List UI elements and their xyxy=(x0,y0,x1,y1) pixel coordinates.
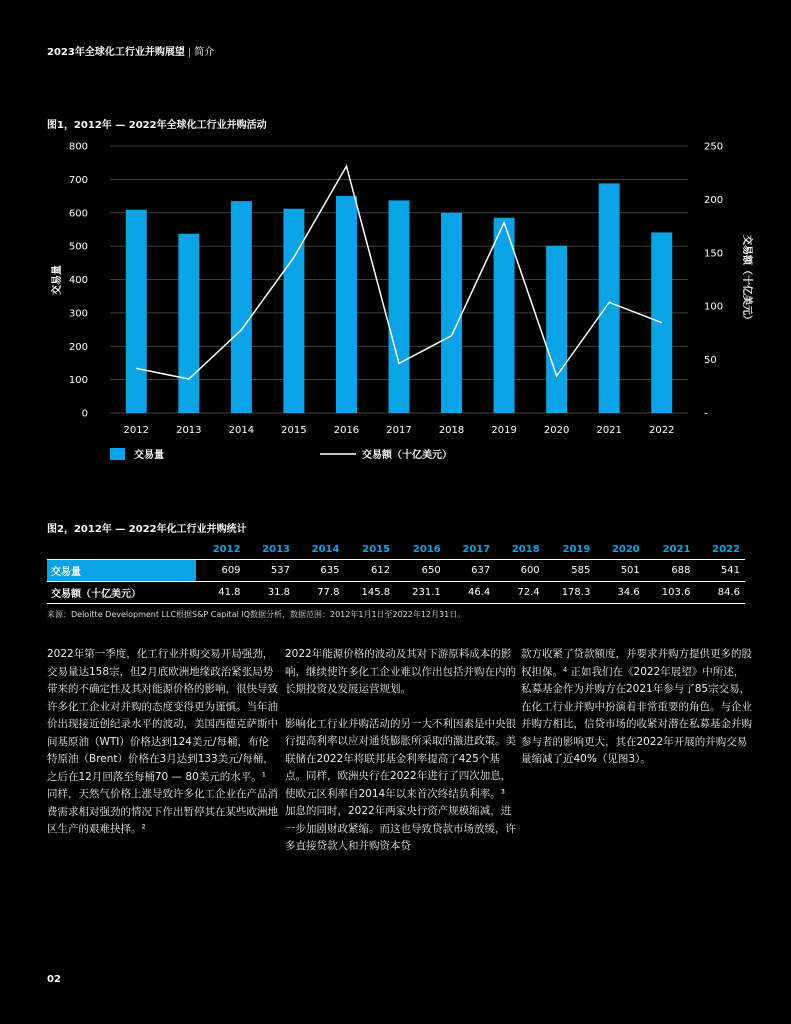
y-tick-label: 100 xyxy=(68,375,88,387)
table-header-year: 2012 xyxy=(212,544,241,555)
x-tick-label: 2015 xyxy=(281,425,307,436)
x-tick-label: 2014 xyxy=(228,425,255,436)
body-column-2 xyxy=(285,646,517,873)
bar xyxy=(599,183,620,413)
combo-chart xyxy=(0,135,791,470)
table-cell: 600 xyxy=(495,560,544,582)
table-cell: 231.1 xyxy=(395,582,446,604)
table-header-year: 2022 xyxy=(712,544,740,555)
y-tick-label: 700 xyxy=(68,174,88,186)
table-header-year: 2019 xyxy=(562,544,591,555)
legend-bar-label: 交易量 xyxy=(134,450,164,461)
y2-tick-label: 250 xyxy=(704,141,724,153)
table-cell: 585 xyxy=(545,560,596,582)
table-header-year: 2020 xyxy=(611,544,640,555)
table-cell: 501 xyxy=(595,560,644,582)
y-axis-label: 交易量 xyxy=(52,265,63,295)
table-cell: 537 xyxy=(246,560,295,582)
bar xyxy=(651,232,672,413)
x-tick-label: 2013 xyxy=(176,425,202,436)
bar xyxy=(441,213,462,413)
table-cell: 612 xyxy=(344,560,395,582)
paragraph: 款方收紧了贷款额度，并要求并购方提供更多的股权担保。⁴ 正如我们在《2022年展望》中所述，私募基金作为并购方在2021年参与了85宗交易，在化工行业并购中扮演着非常重要的角色。与企业并购方相比，信贷市场的收紧对潜在私募基金并购参与者的影响更大，其在2022年开展的并购交易量缩减了近40%（见图3）。 xyxy=(521,648,752,765)
figure1-title: 图1，2012年 — 2022年全球化工行业并购活动 xyxy=(47,120,267,131)
table-cell: 72.4 xyxy=(495,582,544,604)
table-header-year: 2021 xyxy=(662,544,691,555)
table-header-year: 2013 xyxy=(262,544,290,555)
table-cell: 635 xyxy=(295,560,344,582)
y2-tick-label: 200 xyxy=(704,194,724,206)
bar xyxy=(546,246,567,413)
figure2-title: 图2，2012年 — 2022年化工行业并购统计 xyxy=(47,524,247,535)
x-tick-label: 2017 xyxy=(386,425,412,436)
source-note: 来源：Deloitte Development LLC根据S&P Capital IQ数据分析，数据范围：2012年1月1日至2022年12月31日。 xyxy=(47,610,466,619)
table-cell: 688 xyxy=(645,560,696,582)
table-cell: 541 xyxy=(695,560,745,582)
y2-tick-label: 50 xyxy=(704,355,717,367)
table-cell: 103.6 xyxy=(645,582,696,604)
body-column-1 xyxy=(47,646,279,856)
paragraph: 2022年能源价格的波动及其对下游原料成本的影响，继续使许多化工企业难以作出包括并购在内的长期投资及发展运营规划。 xyxy=(285,648,516,695)
page-number: 02 xyxy=(47,974,61,985)
page-header xyxy=(47,43,214,58)
header-title: 2023年全球化工行业并购展望 xyxy=(47,47,185,58)
stats-table xyxy=(47,542,745,604)
stats-header-row xyxy=(47,542,745,560)
table-row xyxy=(47,582,745,604)
x-tick-label: 2016 xyxy=(333,425,360,436)
x-tick-label: 2018 xyxy=(438,425,465,436)
y-tick-label: 200 xyxy=(68,341,88,353)
bar xyxy=(126,210,147,413)
y2-tick-label: 100 xyxy=(704,301,724,313)
table-header-year: 2015 xyxy=(362,544,391,555)
header-section: 简介 xyxy=(194,47,215,58)
paragraph: 2022年第一季度，化工行业并购交易开局强劲，交易量达158宗，但2月底欧洲地缘政治紧张局势带来的不确定性及其对能源价格的影响，很快导致许多化工企业对并购的态度变得更为谨慎。当年油价出现接近创纪录水平的波动，美国西德克萨斯中间基原油（WTI）价格达到124美元/每桶，布伦特原油（Brent）价格在3月达到133美元/每桶，之后在12月回落至每桶70 — 80美元的水平。¹ 同样，天然气价格上涨导致许多化工企业在产品消费需求相对强劲的情况下作出暂停其在某些欧洲地区生产的艰难抉择。² xyxy=(47,648,278,835)
table-cell: 637 xyxy=(446,560,495,582)
y2-axis-label: 交易额（十亿美元） xyxy=(741,235,752,325)
y-tick-label: 300 xyxy=(68,308,88,320)
table-cell: 609 xyxy=(196,560,245,582)
table-cell: 84.6 xyxy=(695,582,745,604)
legend-line-label: 交易额（十亿美元） xyxy=(362,450,452,461)
table-header-year: 2018 xyxy=(511,544,540,555)
bar xyxy=(178,234,199,413)
y-tick-label: 800 xyxy=(68,141,88,153)
body-column-3 xyxy=(521,646,753,786)
y-tick-label: 600 xyxy=(68,208,88,220)
y2-tick-label: - xyxy=(704,408,708,420)
table-header-year: 2017 xyxy=(462,544,491,555)
table-cell: 178.3 xyxy=(545,582,596,604)
row-label: 交易量 xyxy=(47,560,196,582)
table-cell: 41.8 xyxy=(196,582,245,604)
paragraph: 影响化工行业并购活动的另一大不利因素是中央银行提高利率以应对通货膨胀所采取的激进政策。美联储在2022年将联邦基金利率提高了425个基点。同样，欧洲央行在2022年进行了四次加息，使欧元区利率自2014年以来首次终结负利率。³ 加息的同时，2022年两家央行资产规模缩减，进一步加剧财政紧缩。而这也导致贷款市场放缓，许多直接贷款人和并购资本贷 xyxy=(285,717,516,852)
x-tick-label: 2019 xyxy=(491,425,517,436)
x-tick-label: 2021 xyxy=(596,425,622,436)
y2-tick-label: 150 xyxy=(704,248,724,260)
x-tick-label: 2020 xyxy=(543,425,570,436)
y-tick-label: 500 xyxy=(68,241,88,253)
bar xyxy=(389,200,410,413)
stats-corner xyxy=(47,542,196,560)
y-tick-label: 0 xyxy=(81,408,88,420)
row-label: 交易额（十亿美元） xyxy=(47,582,196,604)
x-tick-label: 2012 xyxy=(123,425,149,436)
bar xyxy=(231,201,252,413)
bar xyxy=(336,196,357,413)
table-header-year: 2016 xyxy=(412,544,441,555)
table-cell: 34.6 xyxy=(595,582,644,604)
table-row xyxy=(47,560,745,582)
y-tick-label: 400 xyxy=(68,275,88,286)
table-cell: 46.4 xyxy=(446,582,495,604)
x-tick-label: 2022 xyxy=(649,425,675,436)
bar xyxy=(283,209,304,413)
table-cell: 650 xyxy=(395,560,446,582)
bar xyxy=(494,218,515,413)
legend-bar-swatch xyxy=(110,448,125,460)
table-cell: 31.8 xyxy=(246,582,295,604)
table-header-year: 2014 xyxy=(311,544,340,555)
header-separator: | xyxy=(187,47,192,58)
table-cell: 145.8 xyxy=(344,582,395,604)
table-cell: 77.8 xyxy=(295,582,344,604)
